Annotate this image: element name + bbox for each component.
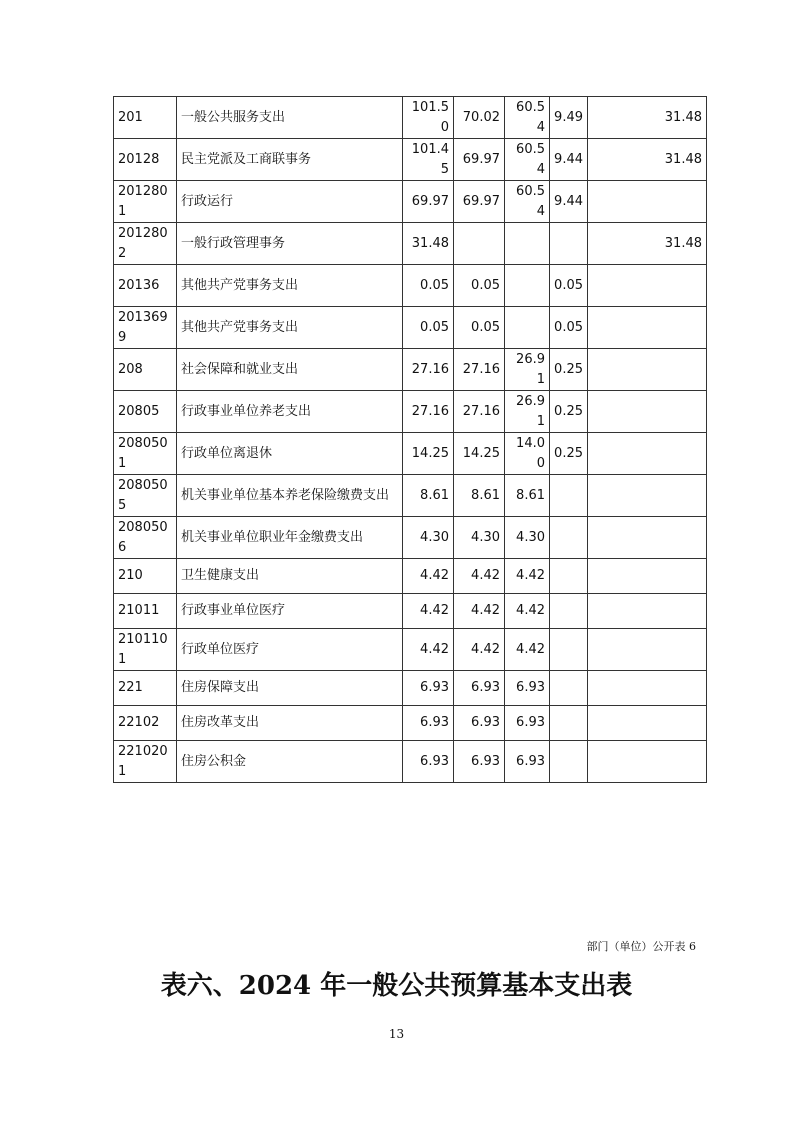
row-public-cell [550, 475, 588, 517]
row-subtotal-cell: 6.93 [454, 706, 505, 741]
row-public-cell [550, 594, 588, 629]
row-other-cell [588, 629, 707, 671]
row-subtotal-cell: 69.97 [454, 181, 505, 223]
row-name-cell: 卫生健康支出 [177, 559, 403, 594]
page-number: 13 [388, 1027, 405, 1041]
row-total-cell: 69.97 [403, 181, 454, 223]
row-name-cell: 机关事业单位基本养老保险缴费支出 [177, 475, 403, 517]
row-subtotal-cell: 6.93 [454, 671, 505, 706]
row-personnel-cell: 6.93 [505, 671, 550, 706]
row-total-cell: 101.50 [403, 97, 454, 139]
row-name-cell: 民主党派及工商联事务 [177, 139, 403, 181]
row-other-cell [588, 265, 707, 307]
row-code-cell: 2080501 [114, 433, 177, 475]
row-personnel-cell: 6.93 [505, 741, 550, 783]
row-total-cell: 4.42 [403, 594, 454, 629]
row-name-cell: 行政事业单位医疗 [177, 594, 403, 629]
row-personnel-cell: 4.42 [505, 594, 550, 629]
row-name-cell: 行政单位离退休 [177, 433, 403, 475]
table-row [114, 181, 707, 223]
row-other-cell [588, 594, 707, 629]
row-subtotal-cell: 70.02 [454, 97, 505, 139]
row-total-cell: 6.93 [403, 671, 454, 706]
row-total-cell: 8.61 [403, 475, 454, 517]
row-code-cell: 21011 [114, 594, 177, 629]
row-total-cell: 6.93 [403, 741, 454, 783]
row-public-cell: 9.49 [550, 97, 588, 139]
row-code-cell: 20128 [114, 139, 177, 181]
page-title: 表六、2024 年一般公共预算基本支出表 [160, 971, 633, 1001]
table-row [114, 671, 707, 706]
table-reference-note: 部门（单位）公开表 6 [586, 940, 696, 953]
row-name-cell: 其他共产党事务支出 [177, 265, 403, 307]
row-personnel-cell: 8.61 [505, 475, 550, 517]
table-row [114, 517, 707, 559]
row-personnel-cell: 4.42 [505, 559, 550, 594]
row-total-cell: 4.30 [403, 517, 454, 559]
row-subtotal-cell: 27.16 [454, 349, 505, 391]
row-public-cell: 9.44 [550, 181, 588, 223]
row-total-cell: 27.16 [403, 349, 454, 391]
row-other-cell [588, 475, 707, 517]
row-code-cell: 2210201 [114, 741, 177, 783]
table-row [114, 741, 707, 783]
row-total-cell: 27.16 [403, 391, 454, 433]
table-row [114, 223, 707, 265]
row-public-cell [550, 741, 588, 783]
row-code-cell: 201 [114, 97, 177, 139]
row-personnel-cell [505, 265, 550, 307]
row-subtotal-cell: 8.61 [454, 475, 505, 517]
budget-table [113, 96, 707, 783]
row-name-cell: 一般行政管理事务 [177, 223, 403, 265]
row-other-cell: 31.48 [588, 223, 707, 265]
row-name-cell: 行政运行 [177, 181, 403, 223]
table-row [114, 629, 707, 671]
row-personnel-cell [505, 223, 550, 265]
row-code-cell: 2080506 [114, 517, 177, 559]
row-name-cell: 住房保障支出 [177, 671, 403, 706]
row-name-cell: 住房改革支出 [177, 706, 403, 741]
row-other-cell [588, 517, 707, 559]
row-subtotal-cell: 14.25 [454, 433, 505, 475]
row-other-cell [588, 741, 707, 783]
row-code-cell: 221 [114, 671, 177, 706]
table-row [114, 706, 707, 741]
row-name-cell: 一般公共服务支出 [177, 97, 403, 139]
row-public-cell [550, 706, 588, 741]
row-other-cell [588, 706, 707, 741]
table-row [114, 265, 707, 307]
row-subtotal-cell: 4.30 [454, 517, 505, 559]
row-total-cell: 6.93 [403, 706, 454, 741]
row-personnel-cell: 60.54 [505, 181, 550, 223]
table-row [114, 559, 707, 594]
row-total-cell: 101.45 [403, 139, 454, 181]
row-subtotal-cell: 0.05 [454, 265, 505, 307]
row-subtotal-cell: 4.42 [454, 629, 505, 671]
row-other-cell [588, 181, 707, 223]
row-other-cell [588, 671, 707, 706]
row-subtotal-cell [454, 223, 505, 265]
row-subtotal-cell: 0.05 [454, 307, 505, 349]
row-other-cell [588, 433, 707, 475]
row-personnel-cell: 26.91 [505, 349, 550, 391]
row-personnel-cell: 26.91 [505, 391, 550, 433]
row-public-cell: 9.44 [550, 139, 588, 181]
row-subtotal-cell: 69.97 [454, 139, 505, 181]
row-code-cell: 2080505 [114, 475, 177, 517]
row-public-cell [550, 559, 588, 594]
row-name-cell: 社会保障和就业支出 [177, 349, 403, 391]
row-total-cell: 0.05 [403, 265, 454, 307]
row-subtotal-cell: 4.42 [454, 594, 505, 629]
row-subtotal-cell: 6.93 [454, 741, 505, 783]
row-code-cell: 20805 [114, 391, 177, 433]
row-public-cell: 0.05 [550, 265, 588, 307]
row-code-cell: 208 [114, 349, 177, 391]
row-other-cell: 31.48 [588, 97, 707, 139]
row-subtotal-cell: 4.42 [454, 559, 505, 594]
row-total-cell: 0.05 [403, 307, 454, 349]
row-name-cell: 行政单位医疗 [177, 629, 403, 671]
row-public-cell [550, 671, 588, 706]
row-total-cell: 14.25 [403, 433, 454, 475]
row-public-cell [550, 223, 588, 265]
row-code-cell: 2013699 [114, 307, 177, 349]
row-name-cell: 机关事业单位职业年金缴费支出 [177, 517, 403, 559]
row-name-cell: 行政事业单位养老支出 [177, 391, 403, 433]
table-row [114, 97, 707, 139]
table-row [114, 349, 707, 391]
row-public-cell: 0.25 [550, 349, 588, 391]
table-row [114, 433, 707, 475]
row-code-cell: 2012802 [114, 223, 177, 265]
row-personnel-cell: 6.93 [505, 706, 550, 741]
row-code-cell: 210 [114, 559, 177, 594]
row-personnel-cell: 60.54 [505, 97, 550, 139]
row-personnel-cell: 4.42 [505, 629, 550, 671]
row-total-cell: 4.42 [403, 629, 454, 671]
table-row [114, 594, 707, 629]
row-other-cell [588, 349, 707, 391]
row-other-cell [588, 307, 707, 349]
row-other-cell [588, 391, 707, 433]
row-code-cell: 20136 [114, 265, 177, 307]
row-other-cell [588, 559, 707, 594]
row-public-cell: 0.25 [550, 433, 588, 475]
row-personnel-cell: 4.30 [505, 517, 550, 559]
row-personnel-cell: 14.00 [505, 433, 550, 475]
row-total-cell: 4.42 [403, 559, 454, 594]
row-public-cell [550, 517, 588, 559]
row-code-cell: 2101101 [114, 629, 177, 671]
row-public-cell [550, 629, 588, 671]
table-row [114, 475, 707, 517]
row-name-cell: 住房公积金 [177, 741, 403, 783]
row-subtotal-cell: 27.16 [454, 391, 505, 433]
row-other-cell: 31.48 [588, 139, 707, 181]
row-personnel-cell [505, 307, 550, 349]
row-personnel-cell: 60.54 [505, 139, 550, 181]
row-public-cell: 0.25 [550, 391, 588, 433]
row-code-cell: 22102 [114, 706, 177, 741]
row-public-cell: 0.05 [550, 307, 588, 349]
table-row [114, 391, 707, 433]
row-total-cell: 31.48 [403, 223, 454, 265]
row-code-cell: 2012801 [114, 181, 177, 223]
table-body [114, 97, 707, 783]
table-row [114, 307, 707, 349]
row-name-cell: 其他共产党事务支出 [177, 307, 403, 349]
table-row [114, 139, 707, 181]
